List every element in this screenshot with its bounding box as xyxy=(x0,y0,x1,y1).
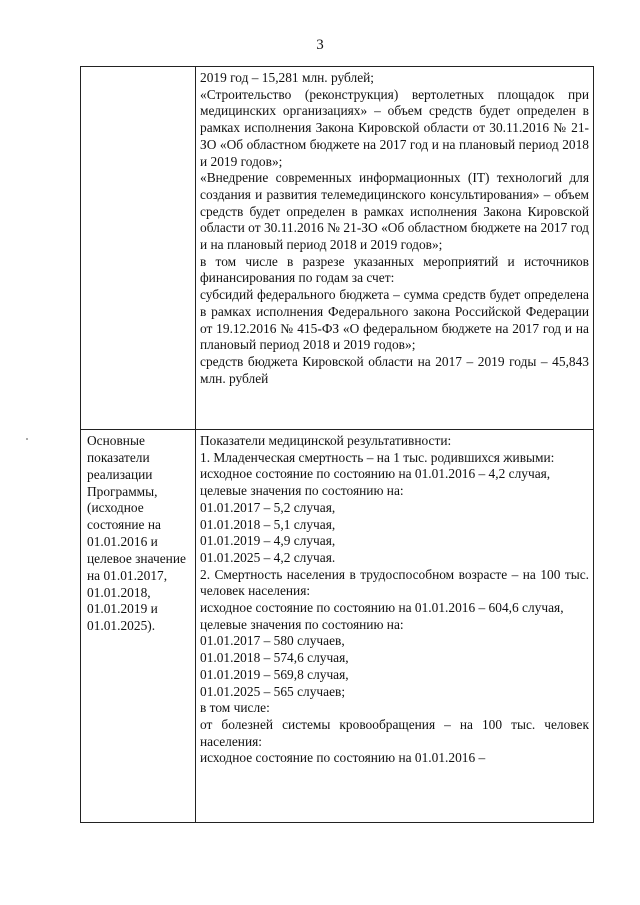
table-cell-empty xyxy=(81,67,196,430)
page-number: 3 xyxy=(316,37,324,53)
paragraph: целевые значения по состоянию на: xyxy=(200,483,404,499)
paragraph: «Внедрение современных информационных (IT) технологий для создания и развития телемедицинского консультирования» – объем средств будет определен в рамках исполнения Закона Кировской области от 30.11.2016 № 21-ЗО «Об областном бюджете на 2017 год и на плановый период 2018 и 2019 годов»; xyxy=(200,170,589,253)
paragraph: 01.01.2017 – 5,2 случая, xyxy=(200,499,336,515)
table-cell-indicators-text xyxy=(196,430,594,823)
paragraph: 01.01.2025 – 4,2 случая. xyxy=(200,549,336,565)
table-cell-financing-text xyxy=(196,67,594,430)
paragraph: в том числе в разрезе указанных мероприятий и источников финансирования по годам за счет: xyxy=(200,253,589,286)
paragraph: 1. Младенческая смертность – на 1 тыс. родившихся живыми: xyxy=(200,449,555,465)
paragraph: Показатели медицинской результативности: xyxy=(200,433,452,448)
paragraph: исходное состояние по состоянию на 01.01.2016 – 4,2 случая, xyxy=(200,466,551,482)
paragraph: средств бюджета Кировской области на 2017 – 2019 годы – 45,843 млн. рублей xyxy=(200,353,589,386)
scan-dot xyxy=(26,438,28,440)
paragraph: 01.01.2025 – 565 случаев; xyxy=(200,683,346,699)
program-passport-table xyxy=(80,66,594,823)
paragraph: 01.01.2019 – 569,8 случая, xyxy=(200,666,349,682)
paragraph: 01.01.2019 – 4,9 случая, xyxy=(200,533,336,549)
table-row-financing xyxy=(81,67,594,430)
paragraph: 2019 год – 15,281 млн. рублей; xyxy=(200,70,375,85)
paragraph: «Строительство (реконструкция) вертолетных площадок при медицинских организациях» – объем средств будет определен в рамках исполнения Закона Кировской области от 30.11.2016 № 21-ЗО «Об областном бюджете на 2017 год и на плановый период 2018 и 2019 годов»; xyxy=(200,86,589,169)
table-cell-indicators-label: Основные показатели реализации Программы, (исходное состояние на 01.01.2016 и целевое значение на 01.01.2017, 01.01.2018, 01.01.2019 и 01.01.2025). xyxy=(81,430,196,823)
paragraph: субсидий федерального бюджета – сумма средств будет определена в рамках исполнения Федерального закона Российской Федерации от 19.12.2016 № 415-ФЗ «О федеральном бюджете на 2017 год и на плановый период 2018 и 2019 годов»; xyxy=(200,287,589,353)
paragraph: 01.01.2018 – 574,6 случая, xyxy=(200,650,349,666)
paragraph: 2. Смертность населения в трудоспособном возрасте – на 100 тыс. человек населения: xyxy=(200,566,589,599)
table-row-indicators xyxy=(81,430,594,823)
paragraph: от болезней системы кровообращения – на 100 тыс. человек населения: xyxy=(200,716,589,749)
paragraph: исходное состояние по состоянию на 01.01.2016 – xyxy=(200,750,486,766)
paragraph: 01.01.2017 – 580 случаев, xyxy=(200,633,345,649)
paragraph: целевые значения по состоянию на: xyxy=(200,616,404,632)
paragraph: исходное состояние по состоянию на 01.01.2016 – 604,6 случая, xyxy=(200,600,564,616)
paragraph: в том числе: xyxy=(200,700,270,716)
paragraph: 01.01.2018 – 5,1 случая, xyxy=(200,516,336,532)
